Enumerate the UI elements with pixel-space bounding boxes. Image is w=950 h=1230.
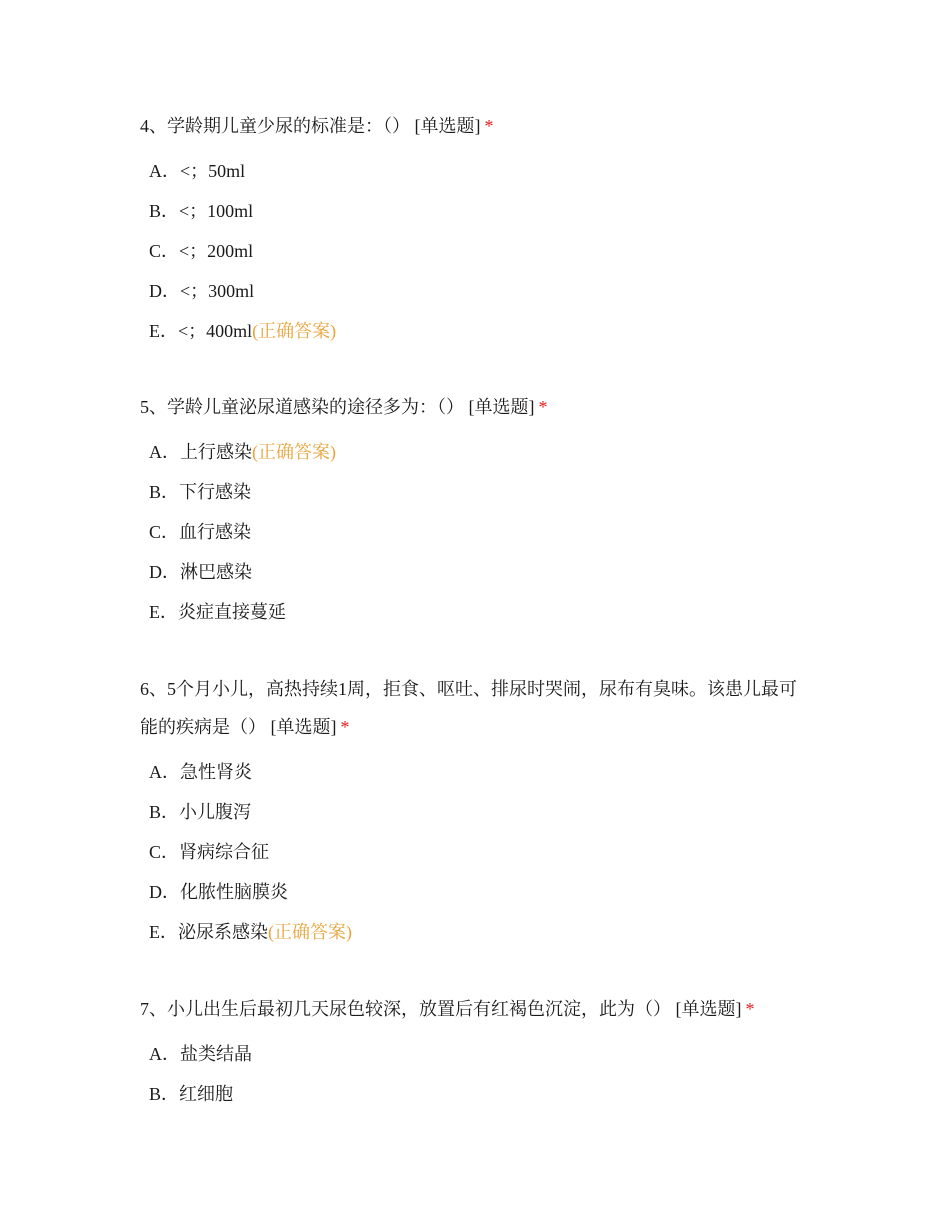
option-c bbox=[140, 231, 810, 271]
option-text: 化脓性脑膜炎 bbox=[180, 882, 288, 902]
option-a bbox=[140, 1034, 810, 1074]
option-a bbox=[140, 752, 810, 792]
option-letter: D． bbox=[149, 281, 180, 301]
required-marker: * bbox=[340, 717, 350, 737]
required-marker: * bbox=[538, 397, 548, 417]
option-letter: C． bbox=[149, 522, 180, 542]
question-title bbox=[140, 388, 810, 426]
question-type-tag: [单选题] bbox=[270, 717, 337, 737]
option-e bbox=[140, 592, 810, 632]
option-a bbox=[140, 151, 810, 191]
option-e bbox=[140, 912, 810, 952]
question-title bbox=[140, 990, 810, 1028]
option-a bbox=[140, 432, 810, 472]
option-text: 血行感染 bbox=[179, 522, 252, 542]
option-c bbox=[140, 832, 810, 872]
option-letter: D． bbox=[149, 562, 180, 582]
correct-answer-mark: (正确答案) bbox=[252, 321, 337, 341]
option-text: 炎症直接蔓延 bbox=[178, 602, 286, 622]
option-letter: B． bbox=[149, 201, 180, 221]
required-marker: * bbox=[745, 999, 755, 1019]
option-b bbox=[140, 792, 810, 832]
option-text: <；50ml bbox=[180, 161, 246, 181]
option-b bbox=[140, 472, 810, 512]
option-text: 下行感染 bbox=[179, 482, 252, 502]
option-b bbox=[140, 191, 810, 231]
option-text: 急性肾炎 bbox=[180, 762, 252, 782]
option-letter: A． bbox=[149, 442, 180, 462]
option-text: 淋巴感染 bbox=[180, 562, 252, 582]
option-letter: A． bbox=[149, 1044, 180, 1064]
option-letter: B． bbox=[149, 802, 180, 822]
option-text: 肾病综合征 bbox=[179, 842, 270, 862]
option-text: 小儿腹泻 bbox=[179, 802, 252, 822]
question-text: 4、学龄期儿童少尿的标准是：（） bbox=[140, 116, 410, 136]
option-text: <；300ml bbox=[180, 281, 255, 301]
option-letter: A． bbox=[149, 762, 180, 782]
question-type-tag: [单选题] bbox=[414, 116, 481, 136]
option-letter: B． bbox=[149, 1084, 180, 1104]
question-title bbox=[140, 107, 810, 145]
option-text: 红细胞 bbox=[179, 1084, 234, 1104]
option-text: 盐类结晶 bbox=[180, 1044, 252, 1064]
option-text: <；400ml bbox=[178, 321, 253, 341]
question-4 bbox=[140, 107, 810, 351]
option-d bbox=[140, 552, 810, 592]
correct-answer-mark: (正确答案) bbox=[268, 922, 352, 942]
option-letter: B． bbox=[149, 482, 180, 502]
question-type-tag: [单选题] bbox=[468, 397, 535, 417]
option-d bbox=[140, 271, 810, 311]
correct-answer-mark: (正确答案) bbox=[252, 442, 336, 462]
question-7 bbox=[140, 990, 810, 1114]
question-title bbox=[140, 670, 810, 746]
option-b bbox=[140, 1074, 810, 1114]
option-letter: E． bbox=[149, 602, 178, 622]
question-5 bbox=[140, 388, 810, 632]
option-letter: C． bbox=[149, 241, 180, 261]
option-d bbox=[140, 872, 810, 912]
option-c bbox=[140, 512, 810, 552]
question-text: 7、小儿出生后最初几天尿色较深，放置后有红褐色沉淀，此为（） bbox=[140, 999, 671, 1019]
option-letter: A． bbox=[149, 161, 180, 181]
question-text: 6、5个月小儿，高热持续1周，拒食、呕吐、排尿时哭闹，尿布有臭味。该患儿最可能的疾病是（） bbox=[140, 679, 797, 737]
required-marker: * bbox=[484, 116, 494, 136]
option-e bbox=[140, 311, 810, 351]
option-letter: E． bbox=[149, 321, 178, 341]
option-letter: D． bbox=[149, 882, 180, 902]
question-6 bbox=[140, 670, 810, 952]
question-type-tag: [单选题] bbox=[675, 999, 742, 1019]
option-text: <；200ml bbox=[179, 241, 254, 261]
question-text: 5、学龄儿童泌尿道感染的途径多为：（） bbox=[140, 397, 464, 417]
option-text: 泌尿系感染 bbox=[178, 922, 268, 942]
option-text: 上行感染 bbox=[180, 442, 252, 462]
option-letter: C． bbox=[149, 842, 180, 862]
option-letter: E． bbox=[149, 922, 178, 942]
option-text: <；100ml bbox=[179, 201, 254, 221]
